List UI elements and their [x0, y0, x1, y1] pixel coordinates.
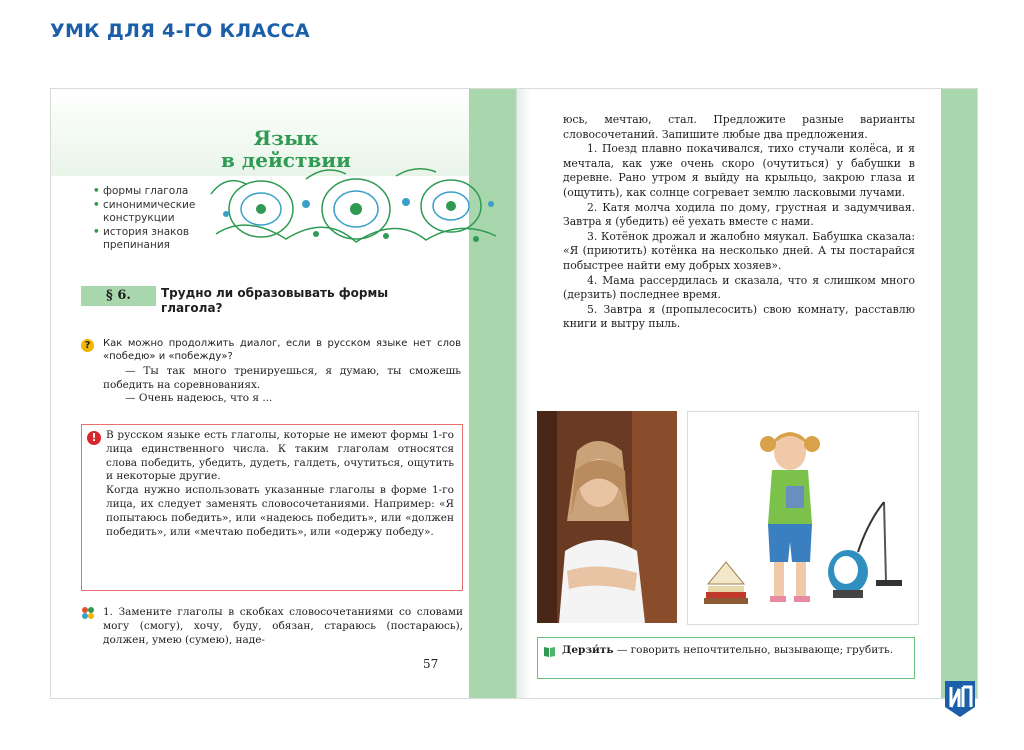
- section-number: § 6.: [81, 286, 156, 306]
- dictionary-term: Дерзи́ть: [562, 644, 614, 656]
- question-text: Как можно продолжить диалог, если в русском языке нет слов «победю» и «побежду»?: [103, 338, 461, 362]
- dialog-line: — Ты так много тренируешься, я думаю, ты сможешь победить на соревнованиях.: [103, 365, 461, 391]
- exercise-item: 2. Катя молча ходила по дому, грустная и задумчивая. Завтра я (убедить) её уехать вместе с нами.: [563, 200, 915, 229]
- chapter-title-line-2: в действии: [221, 148, 351, 172]
- dictionary-definition: — говорить непочтительно, вызывающе; грубить.: [613, 644, 894, 656]
- book-icon: [543, 645, 556, 658]
- rule-paragraph: В русском языке есть глаголы, которые не имеют формы 1-го лица единственного числа. К таким глаголам относятся слова победить, убедить, дудеть, галдеть, очутиться, ощутить и некоторые другие.: [106, 429, 454, 483]
- exercise-item: 1. Поезд плавно покачивался, тихо стучали колёса, и я мечтала, как уже очень скоро (очутиться) у бабушки в деревне. Рано утром я выйду на крыльцо, закрою глаза и (ощутить), как солнце согревает землю ласковыми лучами.: [563, 142, 915, 199]
- exercise-item: 5. Завтра я (пропылесосить) свою комнату, расставлю книги и вытру пыль.: [563, 302, 915, 331]
- chapter-title-line-1: Язык: [253, 126, 319, 150]
- dictionary-box: [537, 637, 915, 679]
- rule-paragraph: Когда нужно использовать указанные глаголы в форме 1-го лица, их следует заменять словосочетаниями. Например: «Я попытаюсь победить», или «надеюсь победить», или «должен победить», или «мечтаю победить», или «одержу победу».: [106, 484, 454, 538]
- exercise-item: 3. Котёнок дрожал и жалобно мяукал. Бабушка сказала: «Я (приютить) котёнка на несколько дней. А ты постарайся побыстрее найти ему добрых хозяев».: [563, 229, 915, 272]
- sad-girl-photo: [537, 411, 677, 623]
- section-heading: [81, 286, 461, 320]
- exercise-item: 4. Мама рассердилась и сказала, что я слишком много (дерзить) последнее время.: [563, 273, 915, 302]
- task-block: [81, 605, 463, 647]
- rule-box: [81, 424, 463, 591]
- right-page: [517, 89, 977, 698]
- topic-item: • история знаков препинания: [91, 226, 251, 253]
- exclamation-icon: !: [87, 431, 101, 445]
- question-block: [81, 337, 461, 406]
- task-icon: [81, 606, 95, 620]
- left-page: [51, 89, 517, 698]
- right-margin-stripe: [941, 89, 977, 698]
- page-fold-shade: [517, 89, 531, 698]
- folk-ornament-icon: [206, 164, 506, 254]
- dictionary-entry: [562, 643, 906, 657]
- textbook-spread: [51, 89, 977, 698]
- dialog: [103, 365, 461, 406]
- page-number: 57: [423, 657, 439, 671]
- task-text: 1. Замените глаголы в скобках словосочетаниями со словами могу (смогу), хочу, буду, обязан, стараюсь (постараюсь), должен, умею (сумею), наде-: [103, 606, 463, 646]
- exercise-text: [563, 113, 915, 332]
- question-icon: ?: [81, 339, 94, 352]
- exercise-intro: юсь, мечтаю, стал. Предложите разные варианты словосочетаний. Запишите любые два предложения.: [563, 113, 915, 141]
- girl-with-vacuum-photo: [687, 411, 919, 625]
- topic-item: • синонимические конструкции: [91, 199, 251, 226]
- slide-title: УМК ДЛЯ 4-ГО КЛАССА: [50, 20, 310, 42]
- dialog-line: — Очень надеюсь, что я ...: [125, 392, 273, 404]
- topic-item: • формы глагола: [91, 185, 251, 199]
- section-title: Трудно ли образовывать формы глагола?: [161, 286, 389, 315]
- chapter-topics-list: [91, 185, 251, 253]
- chapter-title: [201, 127, 371, 171]
- publisher-logo-icon: [943, 679, 977, 719]
